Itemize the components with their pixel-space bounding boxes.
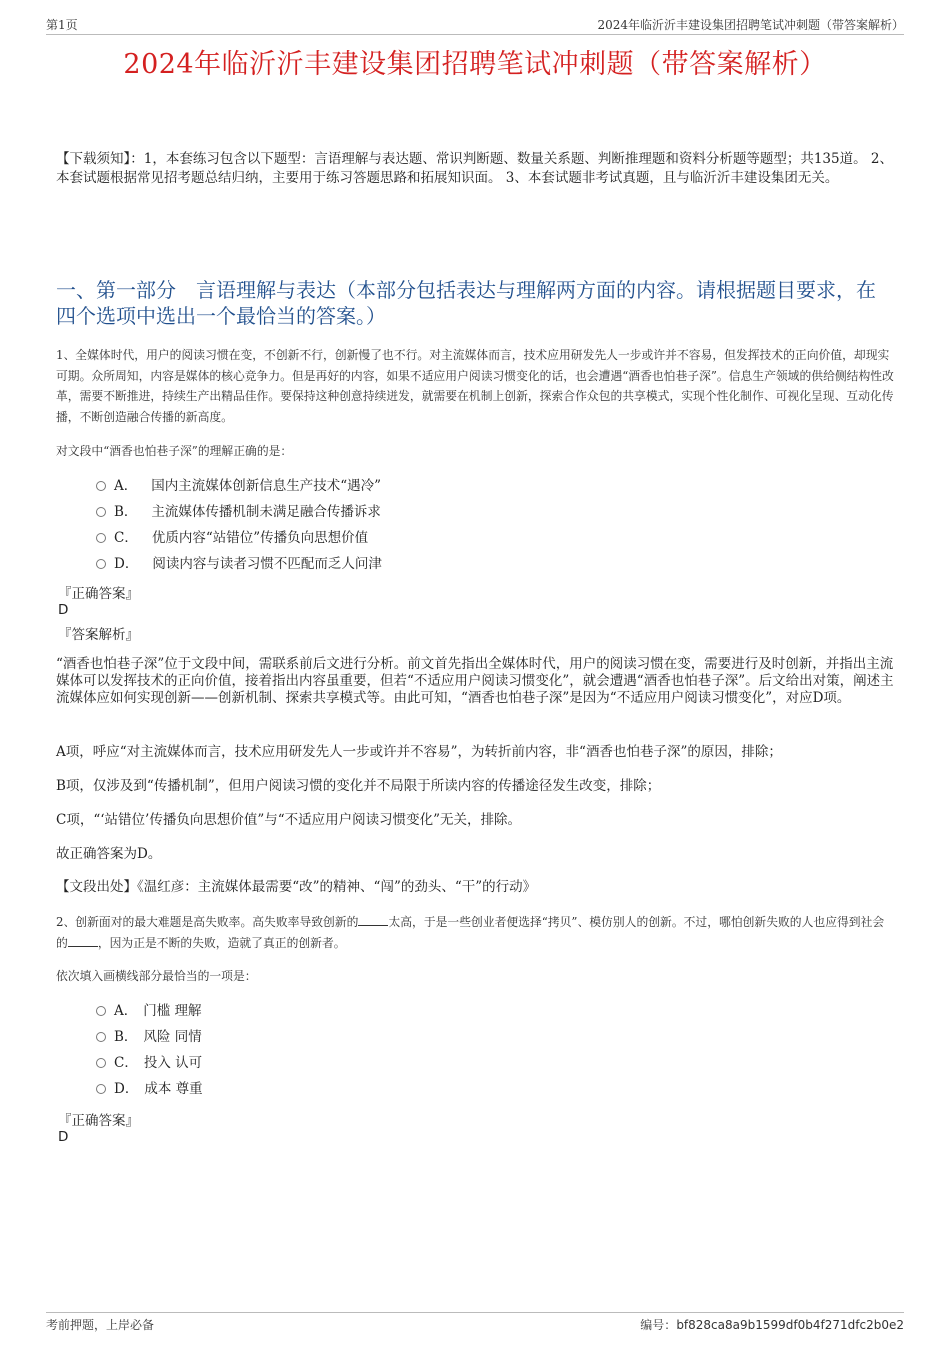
q1-analysis-b: B项，仅涉及到“传播机制”，但用户阅读习惯的变化并不局限于所读内容的传播途径发生改变，排除； bbox=[56, 778, 661, 794]
download-notice: 【下载须知】：1，本套练习包含以下题型：言语理解与表达题、常识判断题、数量关系题、判断推理题和资料分析题等题型；共135道。 2、本套试题根据常见招考题总结归纳，主要用于练习答题思路和拓展知识面。 3、本套试题非考试真题，且与临沂沂丰建设集团无关。 bbox=[56, 151, 893, 186]
q1-option-b[interactable]: B． 主流媒体传播机制未满足融合传播诉求 bbox=[96, 503, 381, 521]
q2-option-b[interactable]: B． 风险 同情 bbox=[96, 1028, 202, 1046]
serial-number: 编号：bf828ca8a9b1599df0b4f271dfc2b0e2 bbox=[640, 1318, 904, 1332]
q1-stem: 1、全媒体时代，用户的阅读习惯在变，不创新不行，创新慢了也不行。对主流媒体而言，技术应用研发先人一步或许并不容易，但发挥技术的正向价值，却现实可期。众所周知，内容是媒体的核心竞争力。但是再好的内容，如果不适应用户阅读习惯变化的话，也会遭遇“酒香也怕巷子深”。信息生产领域的供给侧结构性改革，需要不断推进，持续生产出精品佳作。要保持这种创意持续迸发，就需要在机制上创新，探索合作众包的共享模式，实现个性化制作、可视化呈现、互动化传播，不断创造融合传播的新高度。 bbox=[56, 348, 894, 424]
q1-conclusion: 故正确答案为D。 bbox=[56, 846, 162, 862]
q1-option-d[interactable]: D． 阅读内容与读者习惯不匹配而乏人问津 bbox=[96, 555, 382, 573]
radio-icon[interactable] bbox=[96, 1084, 106, 1094]
q1-option-a[interactable]: A． 国内主流媒体创新信息生产技术“遇冷” bbox=[96, 477, 381, 495]
q1-option-c[interactable]: C． 优质内容“站错位”传播负向思想价值 bbox=[96, 529, 368, 547]
q1-source: 【文段出处】《温红彦：主流媒体最需要“改”的精神、“闯”的劲头、“干”的行动》 bbox=[56, 879, 537, 895]
q2-question: 依次填入画横线部分最恰当的一项是： bbox=[56, 969, 257, 983]
page-footer bbox=[46, 1312, 904, 1333]
q1-answer-label: 『正确答案』 bbox=[58, 586, 139, 602]
fill-blank bbox=[358, 913, 388, 926]
page-header bbox=[46, 14, 904, 35]
q1-question: 对文段中“酒香也怕巷子深”的理解正确的是： bbox=[56, 444, 293, 458]
q1-analysis-a: A项，呼应“对主流媒体而言，技术应用研发先人一步或许并不容易”，为转折前内容，非“酒香也怕巷子深”的原因，排除； bbox=[56, 744, 782, 760]
fill-blank bbox=[68, 934, 98, 947]
radio-icon[interactable] bbox=[96, 559, 106, 569]
radio-icon[interactable] bbox=[96, 507, 106, 517]
radio-icon[interactable] bbox=[96, 533, 106, 543]
q1-answer: D bbox=[58, 602, 69, 618]
q2-option-a[interactable]: A． 门槛 理解 bbox=[96, 1002, 202, 1020]
section-title: 一、第一部分 言语理解与表达（本部分包括表达与理解两方面的内容。请根据题目要求，在四个选项中选出一个最恰当的答案。） bbox=[56, 278, 876, 328]
radio-icon[interactable] bbox=[96, 481, 106, 491]
q1-analysis-main: “酒香也怕巷子深”位于文段中间，需联系前后文进行分析。前文首先指出全媒体时代，用户的阅读习惯在变，需要进行及时创新，并指出主流媒体可以发挥技术的正向价值，接着指出内容虽重要，但若“不适应用户阅读习惯变化”，就会遭遇“酒香也怕巷子深”。后文给出对策，阐述主流媒体应如何实现创新——创新机制、探索共享模式等。由此可知，“酒香也怕巷子深”是因为“不适应用户阅读习惯变化”，对应D项。 bbox=[56, 656, 894, 706]
radio-icon[interactable] bbox=[96, 1032, 106, 1042]
page-number: 第1页 bbox=[46, 18, 78, 32]
q2-option-c[interactable]: C． 投入 认可 bbox=[96, 1054, 202, 1072]
q2-answer-label: 『正确答案』 bbox=[58, 1113, 139, 1129]
q1-analysis-c: C项，“‘站错位’传播负向思想价值”与“不适应用户阅读习惯变化”无关，排除。 bbox=[56, 812, 522, 828]
q1-analysis-label: 『答案解析』 bbox=[58, 627, 139, 643]
radio-icon[interactable] bbox=[96, 1058, 106, 1068]
q2-option-d[interactable]: D． 成本 尊重 bbox=[96, 1080, 203, 1098]
footer-slogan: 考前押题，上岸必备 bbox=[46, 1318, 155, 1332]
radio-icon[interactable] bbox=[96, 1006, 106, 1016]
q2-answer: D bbox=[58, 1129, 69, 1145]
q2-stem: 2、创新面对的最大难题是高失败率。高失败率导致创新的 太高，于是一些创业者便选择“拷贝”、模仿别人的创新。不过，哪怕创新失败的人也应得到社会的 ，因为正是不断的失败，造就了真正的创新者。 bbox=[56, 915, 885, 950]
document-title: 2024年临沂沂丰建设集团招聘笔试冲刺题（带答案解析） bbox=[123, 49, 827, 80]
running-title: 2024年临沂沂丰建设集团招聘笔试冲刺题（带答案解析） bbox=[597, 18, 904, 32]
